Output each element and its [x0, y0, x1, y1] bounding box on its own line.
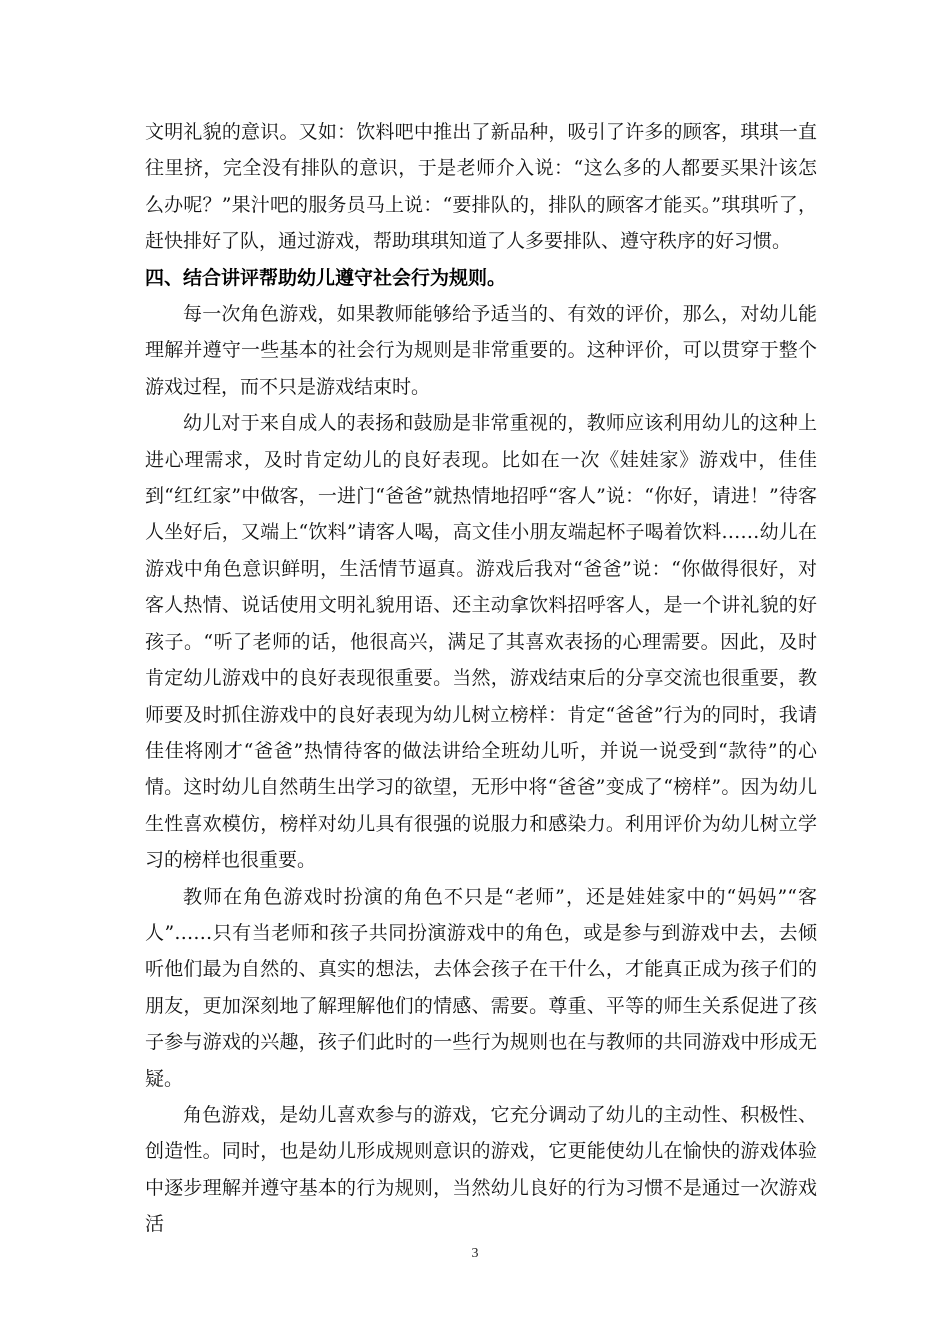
paragraph-evaluation: 每一次角色游戏，如果教师能够给予适当的、有效的评价，那么，对幼儿能理解并遵守一些基本的社会行为规则是非常重要的。这种评价，可以贯穿于整个游戏过程，而不只是游戏结束时。: [145, 303, 817, 398]
section-heading: 四、结合讲评帮助幼儿遵守社会行为规则。: [145, 266, 507, 289]
paragraph-praise: 幼儿对于来自成人的表扬和鼓励是非常重视的，教师应该利用幼儿的这种上进心理需求，及时肯定幼儿的良好表现。比如在一次《娃娃家》游戏中，佳佳到“红红家”中做客，一进门“爸爸”就热情地招呼“客人”说：“你好，请进！”待客人坐好后，又端上“饮料”请客人喝，高文佳小朋友端起杯子喝着饮料……幼儿在游戏中角色意识鲜明，生活情节逼真。游戏后我对“爸爸”说：“你做得很好，对客人热情、说话使用文明礼貌用语、还主动拿饮料招呼客人，是一个讲礼貌的好孩子。“听了老师的话，他很高兴，满足了其喜欢表扬的心理需要。因此，及时肯定幼儿游戏中的良好表现很重要。当然，游戏结束后的分享交流也很重要，教师要及时抓住游戏中的良好表现为幼儿树立榜样：肯定“爸爸”行为的同时，我请佳佳将刚才“爸爸”热情待客的做法讲给全班幼儿听，并说一说受到“款待”的心情。这时幼儿自然萌生出学习的欲望，无形中将“爸爸”变成了“榜样”。因为幼儿生性喜欢模仿，榜样对幼儿具有很强的说服力和感染力。利用评价为幼儿树立学习的榜样也很重要。: [145, 412, 817, 872]
page-body: [145, 114, 817, 1243]
paragraph-continued: 文明礼貌的意识。又如：饮料吧中推出了新品种，吸引了许多的顾客，琪琪一直往里挤，完全没有排队的意识，于是老师介入说：“这么多的人都要买果汁该怎么办呢？”果汁吧的服务员马上说：“要排队的，排队的顾客才能买。”琪琪听了，赶快排好了队，通过游戏，帮助琪琪知道了人多要排队、遵守秩序的好习惯。: [145, 121, 817, 253]
paragraph-conclusion: 角色游戏，是幼儿喜欢参与的游戏，它充分调动了幼儿的主动性、积极性、创造性。同时，也是幼儿形成规则意识的游戏，它更能使幼儿在愉快的游戏体验中逐步理解并遵守基本的行为规则，当然幼儿良好的行为习惯不是通过一次游戏活: [145, 1103, 817, 1236]
paragraph-teacher-role: 教师在角色游戏时扮演的角色不只是“老师”，还是娃娃家中的“妈妈”“客人”……只有当老师和孩子共同扮演游戏中的角色，或是参与到游戏中去，去倾听他们最为自然的、真实的想法，去体会孩子在干什么，才能真正成为孩子们的朋友，更加深刻地了解理解他们的情感、需要。尊重、平等的师生关系促进了孩子参与游戏的兴趣，孩子们此时的一些行为规则也在与教师的共同游戏中形成无疑。: [145, 885, 817, 1090]
page-number: 3: [471, 1246, 479, 1261]
